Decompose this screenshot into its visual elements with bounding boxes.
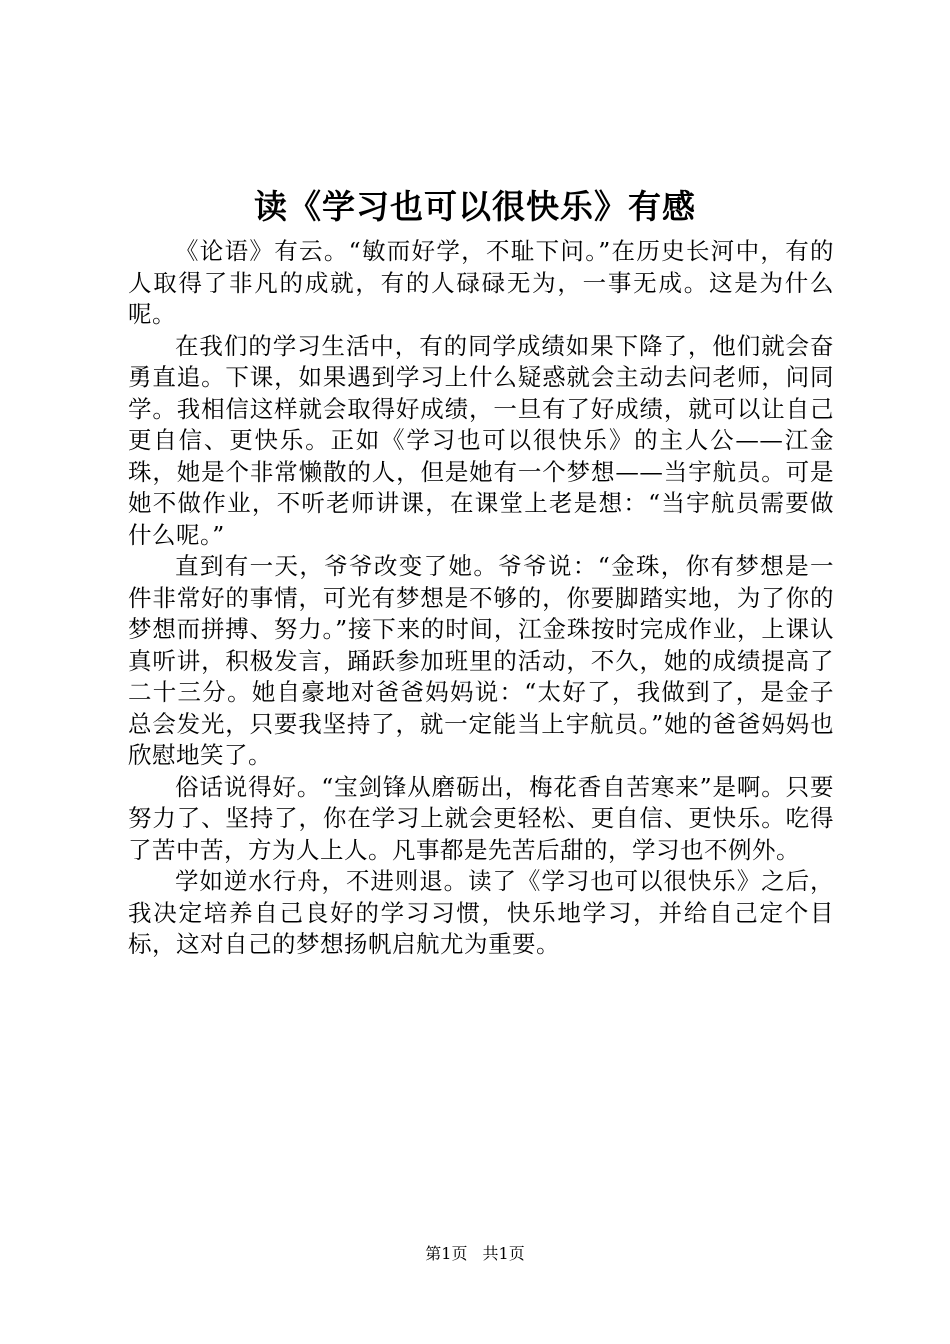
paragraph-2: 在我们的学习生活中，有的同学成绩如果下降了，他们就会奋勇直追。下课，如果遇到学习上什么疑惑就会主动去问老师，问同学。我相信这样就会取得好成绩，一旦有了好成绩，就可以让自己更自信、更快乐。正如《学习也可以很快乐》的主人公——江金珠，她是个非常懒散的人，但是她有一个梦想——当宇航员。可是她不做作业，不听老师讲课，在课堂上老是想：“当宇航员需要做什么呢。” [128,331,834,549]
paragraph-3: 直到有一天，爷爷改变了她。爷爷说：“金珠，你有梦想是一件非常好的事情，可光有梦想是不够的，你要脚踏实地，为了你的梦想而拼搏、努力。”接下来的时间，江金珠按时完成作业，上课认真听讲，积极发言，踊跃参加班里的活动，不久，她的成绩提高了二十三分。她自豪地对爸爸妈妈说：“太好了，我做到了，是金子总会发光，只要我坚持了，就一定能当上宇航员。”她的爸爸妈妈也欣慰地笑了。 [128,552,834,769]
paragraph-4: 俗话说得好。“宝剑锋从磨砺出，梅花香自苦寒来”是啊。只要努力了、坚持了，你在学习上就会更轻松、更自信、更快乐。吃得了苦中苦，方为人上人。凡事都是先苦后甜的，学习也不例外。 [128,772,834,864]
page-total: 共1页 [482,1244,525,1263]
paragraph-1: 《论语》有云。“敏而好学，不耻下问。”在历史长河中，有的人取得了非凡的成就，有的人碌碌无为，一事无成。这是为什么呢。 [128,237,834,328]
document-title: 读《学习也可以很快乐》有感 [254,187,696,226]
paragraph-5: 学如逆水行舟，不进则退。读了《学习也可以很快乐》之后，我决定培养自己良好的学习习惯，快乐地学习，并给自己定个目标，这对自己的梦想扬帆启航尤为重要。 [128,867,834,958]
document-body [128,236,834,961]
page-footer [0,1243,950,1265]
page-number: 第1页 [425,1244,468,1263]
